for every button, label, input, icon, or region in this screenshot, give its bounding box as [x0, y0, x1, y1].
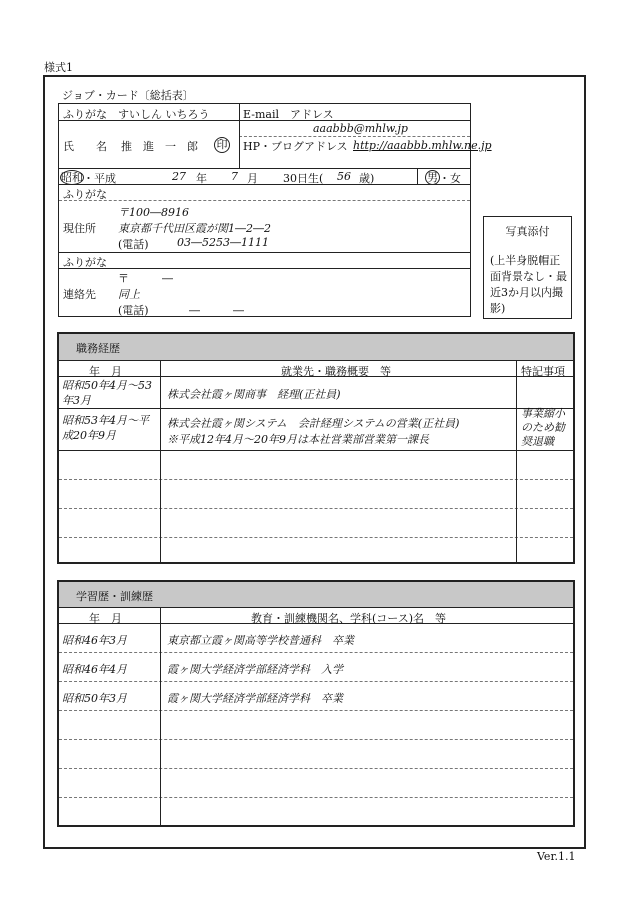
career-row-2-note: 事業縮小のため勧奨退職 — [521, 407, 565, 448]
address-value: 東京都千代田区霞が関1―2―2 — [118, 222, 271, 235]
contact-phone-label: (電話) — [118, 304, 149, 317]
name-value: 推 進 一 郎 — [121, 140, 198, 153]
month-unit: 月 — [247, 172, 258, 185]
age-value: 56 — [337, 170, 351, 183]
furigana-label: ふりがな — [63, 108, 107, 121]
education-title: 学習歴・訓練歴 — [76, 590, 153, 603]
year-unit: 年 — [196, 172, 207, 185]
personal-info-box — [58, 103, 492, 317]
education-row-2-detail: 霞ヶ関大学経済学部経済学科 入学 — [167, 663, 343, 676]
name-label: 氏 名 — [63, 140, 107, 153]
sex-female: ・女 — [439, 172, 461, 185]
contact-address: 同上 — [118, 288, 140, 301]
furigana-label-contact: ふりがな — [63, 256, 107, 269]
sex-male-circled: 男 — [427, 171, 438, 184]
contact-phone-value: ― ― — [189, 304, 244, 317]
birth-month: 7 — [231, 170, 238, 183]
phone-label: (電話) — [118, 238, 149, 251]
education-col-detail: 教育・訓練機関名、学科(コース)名 等 — [251, 612, 447, 625]
education-row-3-date: 昭和50年3月 — [62, 692, 127, 705]
education-row-2-date: 昭和46年4月 — [62, 663, 127, 676]
furigana-value: すいしん いちろう — [118, 108, 210, 121]
education-row-1-date: 昭和46年3月 — [62, 634, 127, 647]
email-label: E-mail アドレス — [243, 108, 334, 121]
education-section — [57, 580, 575, 827]
hp-value[interactable]: http://aaabbb.mhlw.ne.jp — [353, 139, 492, 152]
birth-day: 30日生( — [283, 172, 324, 185]
form-number-label: 様式1 — [44, 61, 73, 74]
email-value: aaabbb@mhlw.jp — [313, 122, 408, 135]
era-heisei: ・平成 — [83, 172, 116, 185]
career-section — [57, 332, 575, 564]
photo-title: 写真添付 — [505, 225, 550, 238]
career-col-note: 特記事項 — [521, 365, 565, 378]
contact-postal: 〒 ― — [118, 272, 173, 285]
career-col-detail: 就業先・職務概要 等 — [281, 365, 391, 378]
contact-label: 連絡先 — [63, 288, 96, 301]
education-row-1-detail: 東京都立霞ヶ関高等学校普通科 卒業 — [167, 634, 354, 647]
education-header-bar — [59, 582, 573, 608]
career-row-1-date: 昭和50年4月～53年3月 — [62, 379, 152, 407]
career-col-date: 年 月 — [89, 365, 122, 378]
age-unit: 歳) — [359, 172, 375, 185]
birth-year: 27 — [172, 170, 186, 183]
version-label: Ver.1.1 — [537, 850, 576, 863]
photo-note: (上半身脱帽正面背景なし・最近3か月以内撮影) — [490, 254, 567, 315]
career-header-bar — [59, 334, 573, 361]
address-label: 現住所 — [63, 222, 96, 235]
furigana-label-address: ふりがな — [63, 188, 107, 201]
phone-value: 03―5253―1111 — [177, 236, 269, 249]
career-row-2-detail: 株式会社霞ヶ関システム 会計経理システムの営業(正社員) — [167, 417, 460, 430]
postal-code: 〒100―8916 — [118, 206, 189, 219]
career-row-1-detail: 株式会社霞ヶ関商事 経理(正社員) — [167, 388, 341, 401]
career-row-2-detail-2: ※平成12年4月～20年9月は本社営業部営業第一課長 — [167, 433, 429, 446]
photo-box — [483, 216, 572, 319]
era-showa-circled: 昭和 — [61, 171, 83, 184]
education-row-3-detail: 霞ヶ関大学経済学部経済学科 卒業 — [167, 692, 343, 705]
seal-mark: 印 — [214, 137, 230, 153]
hp-label: HP・ブログアドレス — [243, 140, 348, 153]
career-row-2-date: 昭和53年4月～平成20年9月 — [62, 414, 149, 442]
education-col-date: 年 月 — [89, 612, 122, 625]
career-title: 職務経歴 — [76, 342, 120, 355]
card-title: ジョブ・カード〔総括表〕 — [62, 89, 194, 102]
